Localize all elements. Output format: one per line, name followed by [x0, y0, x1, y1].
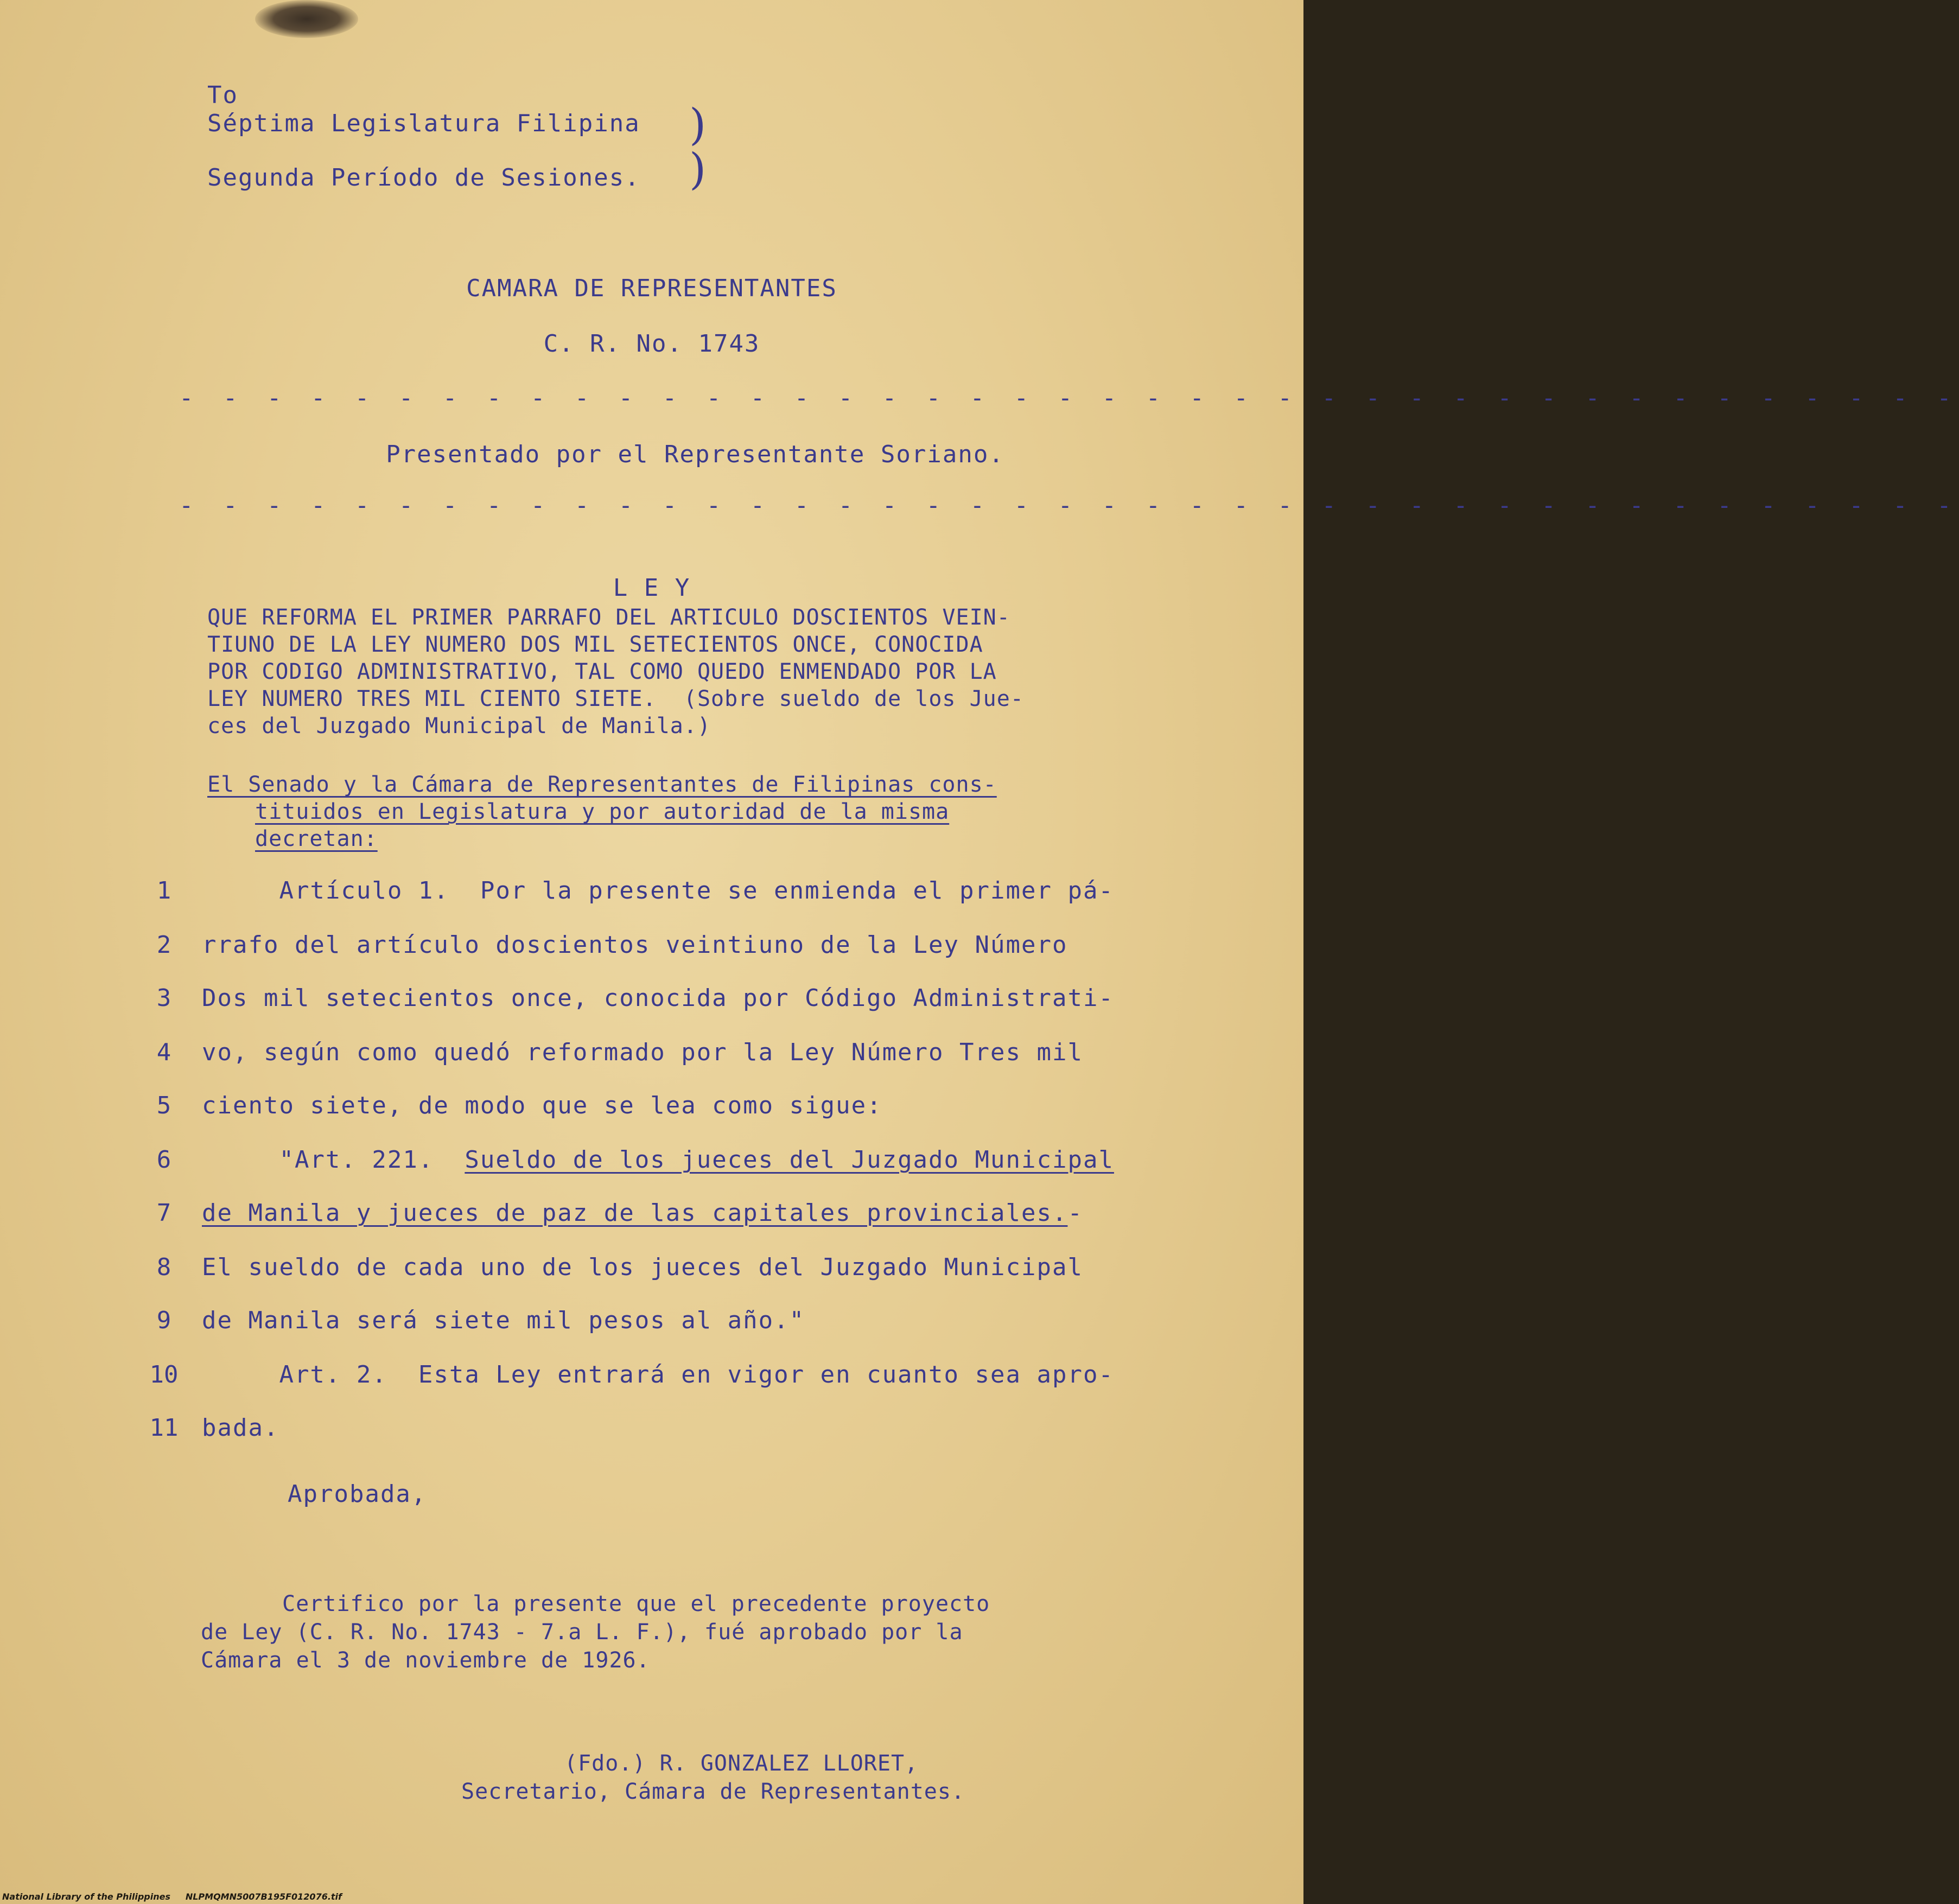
- line-number: 6: [156, 1146, 171, 1174]
- body-line: [202, 1146, 1114, 1174]
- title-line: LEY NUMERO TRES MIL CIENTO SIETE. (Sobre sueldo de los Jue-: [207, 686, 1024, 711]
- header-bracket-lower: ): [689, 144, 707, 194]
- ley-heading: L E Y: [613, 574, 691, 602]
- certification-line: Cámara el 3 de noviembre de 1926.: [201, 1648, 650, 1673]
- presented-by: Presentado por el Representante Soriano.: [386, 441, 1004, 468]
- body-line: rrafo del artículo doscientos veintiuno de la Ley Número: [202, 931, 1068, 959]
- header-to: To: [207, 81, 238, 109]
- enacting-clause: decretan:: [255, 826, 378, 851]
- body-line: bada.: [202, 1414, 279, 1442]
- header-legislature: Séptima Legislatura Filipina: [207, 110, 640, 137]
- chamber-heading: CAMARA DE REPRESENTANTES: [466, 275, 837, 302]
- article-label: "Art. 221.: [202, 1146, 465, 1174]
- approved-note: Aprobada,: [288, 1480, 427, 1508]
- body-line: Dos mil setecientos once, conocida por Código Administrati-: [202, 984, 1114, 1012]
- body-line: Artículo 1. Por la presente se enmienda el primer pá-: [202, 877, 1114, 905]
- heading-dash: -: [1067, 1199, 1083, 1227]
- title-line: TIUNO DE LA LEY NUMERO DOS MIL SETECIENTOS ONCE, CONOCIDA: [207, 632, 983, 657]
- signature-name: (Fdo.) R. GONZALEZ LLORET,: [564, 1751, 919, 1776]
- article-heading-continued: de Manila y jueces de paz de las capitales provinciales.: [202, 1199, 1068, 1227]
- dash-rule-bottom: - - - - - - - - - - - - - - - - - - - - - - - - - - - - - - - - - - - - - - - - -: [179, 492, 1959, 519]
- body-line: de Manila será siete mil pesos al año.": [202, 1307, 805, 1334]
- title-line: QUE REFORMA EL PRIMER PARRAFO DEL ARTICULO DOSCIENTOS VEIN-: [207, 605, 1010, 630]
- title-line: POR CODIGO ADMINISTRATIVO, TAL COMO QUEDO ENMENDADO POR LA: [207, 659, 997, 684]
- body-line: vo, según como quedó reformado por la Ley Número Tres mil: [202, 1039, 1083, 1066]
- line-number: 3: [156, 984, 171, 1012]
- body-line: [202, 1199, 1083, 1227]
- certification-line: Certifico por la presente que el precedente proyecto: [282, 1591, 990, 1616]
- article-heading: Sueldo de los jueces del Juzgado Municipal: [465, 1146, 1114, 1174]
- signature-title: Secretario, Cámara de Representantes.: [461, 1779, 965, 1804]
- line-number: 2: [156, 931, 171, 959]
- enacting-clause: El Senado y la Cámara de Representantes de Filipinas cons-: [207, 772, 997, 797]
- header-session: Segunda Período de Sesiones.: [207, 164, 640, 192]
- header-bracket: ): [689, 99, 707, 150]
- line-number: 1: [156, 877, 171, 905]
- dash-rule-top: - - - - - - - - - - - - - - - - - - - - - - - - - - - - - - - - - - - - - - - - -: [179, 384, 1959, 412]
- line-number: 4: [156, 1039, 171, 1066]
- line-number: 5: [156, 1092, 171, 1119]
- line-number: 8: [156, 1253, 171, 1281]
- bill-number: C. R. No. 1743: [543, 330, 760, 358]
- body-line: ciento siete, de modo que se lea como sigue:: [202, 1092, 882, 1119]
- line-number: 9: [156, 1307, 171, 1334]
- line-number: 11: [149, 1414, 179, 1442]
- line-number: 7: [156, 1199, 171, 1227]
- certification-line: de Ley (C. R. No. 1743 - 7.a L. F.), fué aprobado por la: [201, 1620, 963, 1645]
- archive-footer: National Library of the Philippines NLPMQMN5007B195F012076.tif: [2, 1892, 342, 1902]
- body-line: El sueldo de cada uno de los jueces del Juzgado Municipal: [202, 1253, 1083, 1281]
- ink-stain: [255, 0, 358, 38]
- line-number: 10: [149, 1361, 179, 1389]
- body-line: Art. 2. Esta Ley entrará en vigor en cuanto sea apro-: [202, 1361, 1114, 1389]
- title-line: ces del Juzgado Municipal de Manila.): [207, 714, 711, 738]
- enacting-clause: tituidos en Legislatura y por autoridad de la misma: [255, 799, 950, 824]
